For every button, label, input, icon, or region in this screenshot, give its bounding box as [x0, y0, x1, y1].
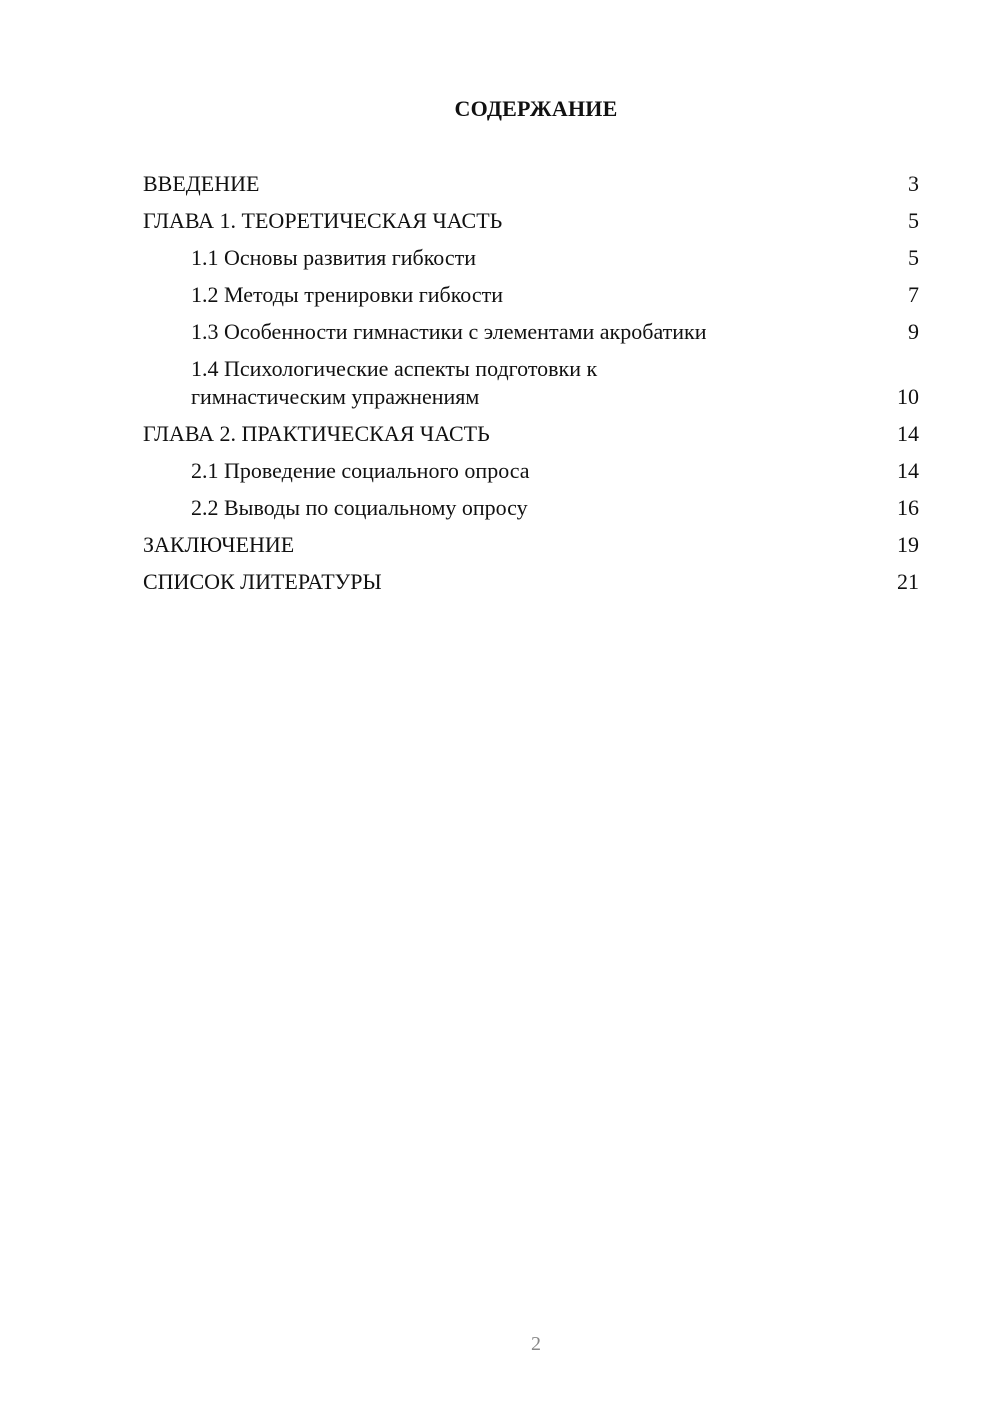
toc-entry-label: ГЛАВА 2. ПРАКТИЧЕСКАЯ ЧАСТЬ [143, 421, 490, 446]
toc-entry-label: ЗАКЛЮЧЕНИЕ [143, 532, 295, 557]
toc-entry [143, 281, 919, 309]
toc-entry [143, 494, 919, 522]
toc-entry-page: 5 [908, 245, 919, 270]
toc-entry [143, 420, 919, 448]
toc-entry-page: 14 [897, 421, 919, 446]
toc-entry-label: 1.1 Основы развития гибкости [191, 245, 476, 270]
toc-entry-label: 1.4 Психологические аспекты подготовки к гимнастическим упражнениям [191, 356, 598, 409]
toc-entry-page: 5 [908, 208, 919, 233]
toc-entry [143, 568, 919, 596]
toc-entry [143, 531, 919, 559]
toc-entry-label: 2.1 Проведение социального опроса [191, 458, 530, 483]
toc-entry-page: 21 [897, 569, 919, 594]
toc-entry-page: 14 [897, 458, 919, 483]
toc-entry-label: 1.2 Методы тренировки гибкости [191, 282, 504, 307]
toc-entry-label: ВВЕДЕНИЕ [143, 171, 260, 196]
toc-entry-page: 16 [897, 495, 919, 520]
toc-entry-page: 19 [897, 532, 919, 557]
toc-entry-label: СПИСОК ЛИТЕРАТУРЫ [143, 569, 382, 594]
toc-entry-page: 7 [908, 282, 919, 307]
toc-entry-page: 10 [897, 384, 919, 409]
toc-entry-page: 3 [908, 171, 919, 196]
toc-entry [143, 318, 919, 346]
toc-entry [143, 207, 919, 235]
toc-entry-page: 9 [908, 319, 919, 344]
page-number: 2 [531, 1333, 541, 1355]
page-title: СОДЕРЖАНИЕ [454, 96, 618, 121]
toc-entry [143, 244, 919, 272]
toc-entry-label: 1.3 Особенности гимнастики с элементами акробатики [191, 319, 707, 344]
toc-entry-label: 2.2 Выводы по социальному опросу [191, 495, 528, 520]
toc-entry-label: ГЛАВА 1. ТЕОРЕТИЧЕСКАЯ ЧАСТЬ [143, 208, 503, 233]
table-of-contents [143, 170, 919, 605]
toc-entry [143, 457, 919, 485]
toc-entry [143, 355, 919, 411]
toc-entry [143, 170, 919, 198]
